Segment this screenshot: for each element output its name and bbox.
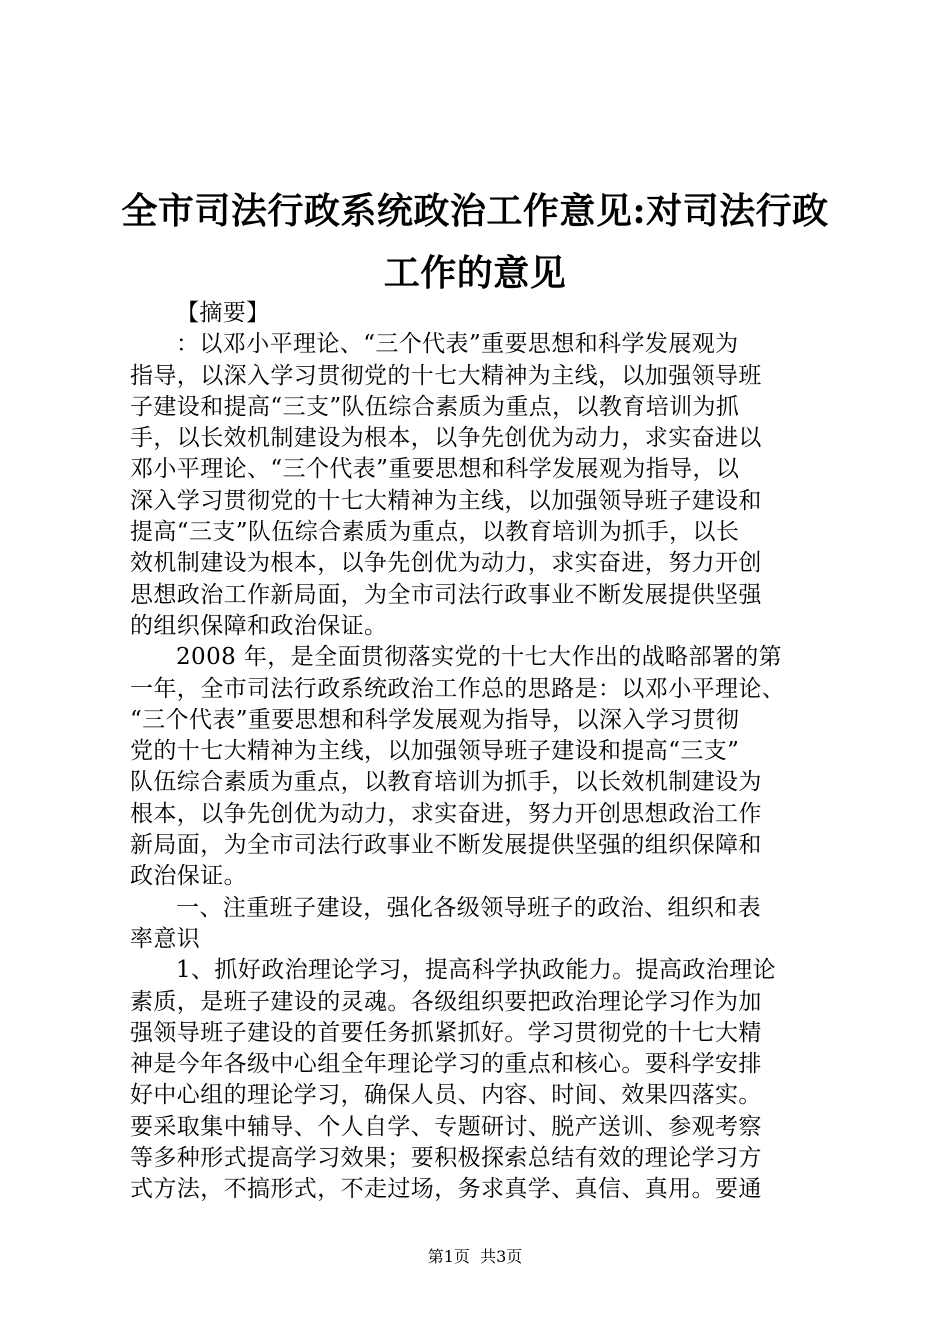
- body-paragraph: [130, 955, 830, 1205]
- text-line: 手，以长效机制建设为根本，以争先创优为动力，求实奋进以: [130, 425, 762, 452]
- text-line: 一年，全市司法行政系统政治工作总的思路是：以邓小平理论、: [130, 675, 786, 702]
- abstract-paragraph: [130, 329, 830, 642]
- text-line: 新局面，为全市司法行政事业不断发展提供坚强的组织保障和: [130, 832, 762, 859]
- text-line: 等多种形式提高学习效果；要积极探索总结有效的理论学习方: [130, 1145, 762, 1172]
- text-line: 式方法，不搞形式，不走过场，务求真学、真信、真用。要通: [130, 1176, 762, 1203]
- title-line-1: 全市司法行政系统政治工作意见:对司法行政: [121, 190, 829, 232]
- text-line: 【摘要】: [176, 300, 270, 326]
- text-line: 2008 年，是全面贯彻落实党的十七大作出的战略部署的第: [176, 644, 783, 671]
- text-line: 根本，以争先创优为动力，求实奋进，努力开创思想政治工作: [130, 800, 762, 827]
- text-line: 1、抓好政治理论学习，提高科学执政能力。提高政治理论: [176, 957, 777, 984]
- text-line: 强领导班子建设的首要任务抓紧抓好。学习贯彻党的十七大精: [130, 1019, 762, 1046]
- abstract-heading: [130, 298, 830, 329]
- document-title: [120, 180, 830, 304]
- page-footer: [0, 1246, 950, 1268]
- text-line: 队伍综合素质为重点，以教育培训为抓手，以长效机制建设为: [130, 769, 762, 796]
- text-line: 党的十七大精神为主线，以加强领导班子建设和提高“三支”: [130, 738, 740, 765]
- text-line: 率意识: [130, 925, 201, 952]
- text-line: “三个代表”重要思想和科学发展观为指导，以深入学习贯彻: [130, 706, 740, 733]
- text-line: 思想政治工作新局面，为全市司法行政事业不断发展提供坚强: [130, 581, 762, 608]
- text-line: 要采取集中辅导、个人自学、专题研讨、脱产送训、参观考察: [130, 1113, 762, 1140]
- text-line: 神是今年各级中心组全年理论学习的重点和核心。要科学安排: [130, 1051, 762, 1078]
- text-line: 指导，以深入学习贯彻党的十七大精神为主线，以加强领导班: [130, 362, 762, 389]
- document-body: [130, 298, 830, 1206]
- text-line: 的组织保障和政治保证。: [130, 612, 388, 639]
- text-line: 子建设和提高“三支”队伍综合素质为重点，以教育培训为抓: [130, 393, 740, 420]
- body-paragraph: [130, 642, 830, 892]
- page-number: 第1页 共3页: [427, 1247, 523, 1266]
- title-line-2: 工作的意见: [383, 252, 567, 294]
- text-line: 一、注重班子建设，强化各级领导班子的政治、组织和表: [176, 894, 761, 921]
- section-heading: [130, 893, 830, 956]
- text-line: 邓小平理论、“三个代表”重要思想和科学发展观为指导，以: [130, 456, 740, 483]
- text-line: 效机制建设为根本，以争先创优为动力，求实奋进，努力开创: [130, 550, 762, 577]
- text-line: 好中心组的理论学习，确保人员、内容、时间、效果四落实。: [130, 1082, 762, 1109]
- text-line: 政治保证。: [130, 863, 247, 890]
- text-line: 素质，是班子建设的灵魂。各级组织要把政治理论学习作为加: [130, 988, 762, 1015]
- text-line: 深入学习贯彻党的十七大精神为主线，以加强领导班子建设和: [130, 487, 762, 514]
- text-line: 提高“三支”队伍综合素质为重点，以教育培训为抓手，以长: [130, 519, 740, 546]
- text-line: ：以邓小平理论、“三个代表”重要思想和科学发展观为: [176, 331, 739, 358]
